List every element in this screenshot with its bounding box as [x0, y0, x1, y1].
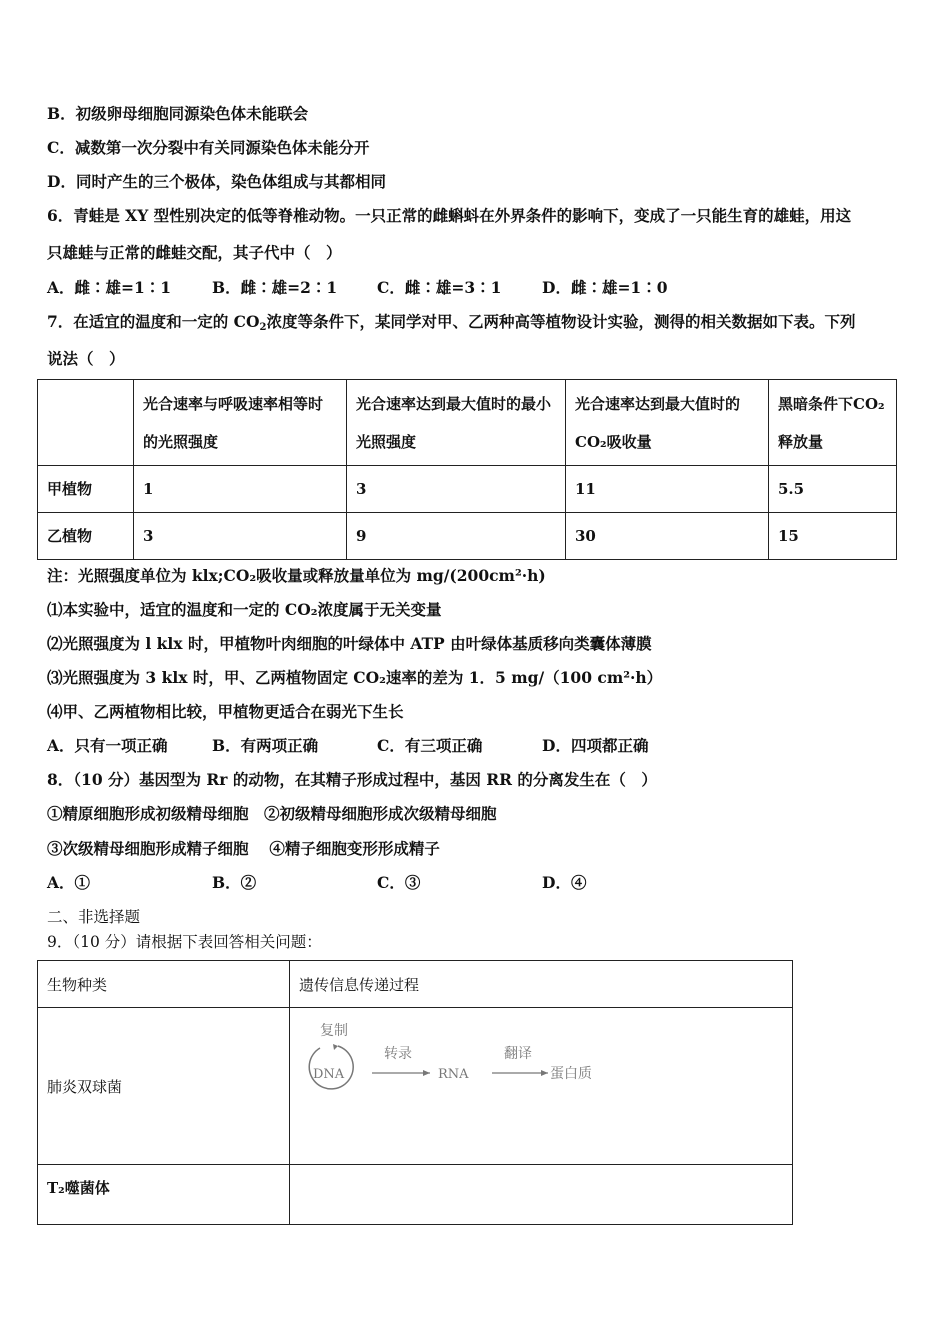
plant-name: 甲植物 — [38, 466, 134, 513]
q7-option-a: A．只有一项正确 — [47, 736, 168, 755]
q7-stem-line2: 说法（ ） — [47, 349, 125, 368]
organism-pneumococcus: 肺炎双球菌 — [38, 1008, 290, 1165]
replicate-label: 复制 — [320, 1023, 348, 1039]
header-transfer-process: 遗传信息传递过程 — [290, 961, 793, 1008]
organism-t2-phage: T₂噬菌体 — [38, 1165, 290, 1225]
q5-option-b: B．初级卵母细胞同源染色体未能联会 — [47, 104, 309, 123]
protein-label: 蛋白质 — [550, 1066, 592, 1082]
q7-stem-line1: 7．在适宜的温度和一定的 $CO_2$浓度等条件下，某同学对甲、乙两种高等植物设计实验，测得的相关数据如下表。下列 — [47, 312, 856, 333]
table-row — [38, 1165, 793, 1225]
plant-name: 乙植物 — [38, 513, 134, 560]
header-dark-co2-release: 黑暗条件下CO₂释放量 — [769, 380, 897, 466]
q8-stem: 8．（10 分）基因型为 Rr 的动物，在其精子形成过程中，基因 RR 的分离发生在（ ） — [47, 770, 657, 789]
table-cell: 9 — [347, 513, 566, 560]
q7-option-c: C．有三项正确 — [377, 736, 483, 755]
translate-label: 翻译 — [504, 1046, 532, 1062]
q7-note: 注：光照强度单位为 klx;CO₂吸收量或释放量单位为 mg/(200cm²·h) — [47, 566, 546, 585]
q6-option-d: D．雌∶雄=1∶0 — [542, 278, 668, 297]
q8-option-a: A．① — [47, 873, 91, 892]
table-row — [38, 466, 897, 513]
transcribe-label: 转录 — [384, 1046, 412, 1062]
table-cell: 11 — [566, 466, 769, 513]
table-cell: 15 — [769, 513, 897, 560]
q6-stem-line1: 6．青蛙是 XY 型性别决定的低等脊椎动物。一只正常的雌蝌蚪在外界条件的影响下，变成了一只能生育的雄蛙，用这 — [47, 206, 852, 225]
table-cell: 3 — [134, 513, 347, 560]
q7-statement-2: ⑵光照强度为 l klx 时，甲植物叶肉细胞的叶绿体中 ATP 由叶绿体基质移向类囊体薄膜 — [47, 634, 652, 653]
q6-option-c: C．雌∶雄=3∶1 — [377, 278, 502, 297]
rna-label: RNA — [438, 1067, 469, 1082]
header-saturation-light: 光合速率达到最大值时的最小光照强度 — [347, 380, 566, 466]
translation-arrowhead — [541, 1070, 548, 1076]
header-organism: 生物种类 — [38, 961, 290, 1008]
q6-option-a: A．雌∶雄=1∶1 — [47, 278, 172, 297]
transcription-arrowhead — [423, 1070, 430, 1076]
central-dogma-diagram-cell — [290, 1008, 793, 1165]
section-2-heading: 二、非选择题 — [47, 908, 141, 926]
table-cell: 30 — [566, 513, 769, 560]
dna-label: DNA — [313, 1067, 345, 1082]
q6-stem-line2: 只雄蛙与正常的雌蛙交配，其子代中（ ） — [47, 243, 342, 262]
table-cell: 1 — [134, 466, 347, 513]
q7-statement-1: ⑴本实验中，适宜的温度和一定的 CO₂浓度属于无关变量 — [47, 600, 442, 619]
q5-option-c: C．减数第一次分裂中有关同源染色体未能分开 — [47, 138, 370, 157]
q7-statement-3: ⑶光照强度为 3 klx 时，甲、乙两植物固定 CO₂速率的差为 1．5 mg/（100 cm²·h） — [47, 668, 663, 687]
q5-option-d: D．同时产生的三个极体，染色体组成与其都相同 — [47, 172, 386, 191]
table-row — [38, 513, 897, 560]
central-dogma-diagram — [300, 1018, 620, 1108]
q8-option-d: D．④ — [542, 873, 587, 892]
t2-process-cell — [290, 1165, 793, 1225]
q7-option-b: B．有两项正确 — [212, 736, 319, 755]
q7-data-table — [37, 379, 897, 560]
q7-options — [47, 734, 648, 756]
q8-items-line2: ③次级精母细胞形成精子细胞 ④精子细胞变形形成精子 — [47, 839, 440, 858]
q8-option-c: C．③ — [377, 873, 421, 892]
q6-options — [47, 276, 668, 298]
header-compensation-light: 光合速率与呼吸速率相等时的光照强度 — [134, 380, 347, 466]
q9-stem: 9．（10 分）请根据下表回答相关问题： — [47, 933, 322, 951]
replication-arrowhead — [333, 1044, 338, 1050]
header-max-co2-uptake: 光合速率达到最大值时的CO₂吸收量 — [566, 380, 769, 466]
q7-option-d: D．四项都正确 — [542, 736, 649, 755]
table-cell: 5.5 — [769, 466, 897, 513]
q6-option-b: B．雌∶雄=2∶1 — [212, 278, 338, 297]
q9-table — [37, 960, 793, 1225]
q8-items-line1: ①精原细胞形成初级精母细胞 ②初级精母细胞形成次级精母细胞 — [47, 804, 497, 823]
header-empty — [38, 380, 134, 466]
q8-option-b: B．② — [212, 873, 257, 892]
table-row — [38, 1008, 793, 1165]
q8-options — [47, 871, 586, 893]
q7-statement-4: ⑷甲、乙两植物相比较，甲植物更适合在弱光下生长 — [47, 702, 404, 721]
table-cell: 3 — [347, 466, 566, 513]
